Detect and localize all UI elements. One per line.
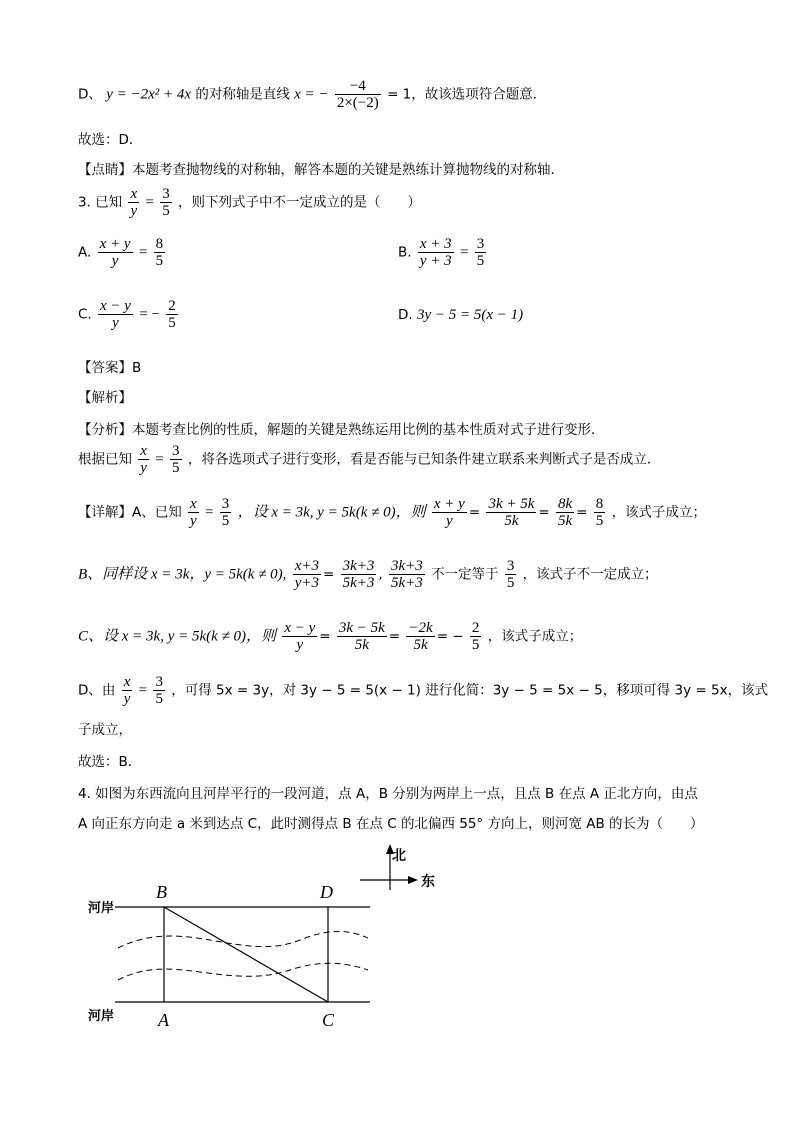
analysis-heading: 【解析】	[78, 390, 132, 406]
east-arrow-icon	[408, 876, 418, 884]
question-4-line-2: A 向正东方向走 a 米到达点 C，此时测得点 B 在点 C 的北偏西 55° 方向上，则河宽 AB 的长为（ ）	[78, 816, 704, 832]
detail-d: D、由 $\frac{x}{y}$ = $\frac{3}{5}$ ，可得 5x = 3y，对 3y − 5 = 5(x − 1) 进行化简：3y − 5 = 5x − 5，移项可得 3y = 5x，该式	[78, 674, 769, 707]
basis-paragraph: 根据已知 $\frac{x}{y}$ = $\frac{3}{5}$ ，将各选项式子进行变形，看是否能与已知条件建立联系来判断式子是否成立．	[78, 443, 661, 476]
question-4-line-1: 4. 如图为东西流向且河岸平行的一段河道，点 A，B 分别为两岸上一点，且点 B 在点 A 正北方向，由点	[78, 786, 698, 802]
option-c: C. $\frac{x - y}{y}$ = − $\frac{2}{5}$	[78, 298, 176, 331]
tip-paragraph: 【点睛】本题考查抛物线的对称轴，解答本题的关键是熟练计算抛物线的对称轴．	[78, 162, 564, 178]
choose-d: 故选：D．	[78, 132, 143, 148]
point-c-label: C	[322, 1010, 335, 1030]
point-a-label: A	[158, 1010, 169, 1030]
answer: 【答案】B	[78, 360, 142, 376]
segment-bc	[164, 907, 328, 1002]
point-b-label: B	[156, 882, 167, 902]
detail-d-continued: 子成立，	[78, 722, 132, 738]
river-figure	[70, 840, 470, 1040]
choose-b: 故选：B．	[78, 754, 142, 770]
water-wave-upper	[118, 932, 368, 949]
detail-a: 【详解】A、已知 $\frac{x}{y}$ = $\frac{3}{5}$ ，设 x = 3k, y = 5k(k ≠ 0)，则 $\frac{x + y}{y}$ = $\frac{3k + 5k}{5k}$ = $\frac{8k}{5k}$ = $\frac{8}{5}$ ，该式子成立；	[78, 496, 707, 529]
option-a: A. $\frac{x + y}{y}$ = $\frac{8}{5}$	[78, 236, 164, 269]
detail-b: B、同样设 x = 3k，y = 5k(k ≠ 0), $\frac{x+3}{y+3}$ = $\frac{3k+3}{5k+3}$ , $\frac{3k+3}{5k+3}$ 不一定等于 $\frac{3}{5}$ ，该式子不一定成立；	[78, 558, 658, 591]
detail-c: C、设 x = 3k, y = 5k(k ≠ 0)，则 $\frac{x - y}{y}$ = $\frac{3k - 5k}{5k}$ = $\frac{-2k}{5k}$ = − $\frac{2}{5}$ ，该式子成立；	[78, 620, 583, 653]
bottom-bank-label: 河岸	[88, 1008, 115, 1023]
east-label: 东	[421, 875, 435, 890]
analysis-paragraph: 【分析】本题考查比例的性质，解题的关键是熟练运用比例的基本性质对式子进行变形．	[78, 422, 605, 438]
option-d: D. 3y − 5 = 5(x − 1)	[398, 307, 524, 323]
point-d-label: D	[320, 882, 333, 902]
option-d-conclusion: D、 y = −2x² + 4x 的对称轴是直线 x = − $\frac{-4}{2\times(-2)}$ = 1，故该选项符合题意．	[78, 78, 547, 111]
top-bank-label: 河岸	[88, 900, 115, 915]
option-b: B. $\frac{x + 3}{y + 3}$ = $\frac{3}{5}$	[398, 236, 485, 269]
question-3: 3. 已知 $\frac{x}{y}$ = $\frac{3}{5}$ ，则下列式子中不一定成立的是（ ）	[78, 186, 421, 219]
water-wave-lower	[118, 963, 368, 980]
north-label: 北	[392, 849, 406, 864]
